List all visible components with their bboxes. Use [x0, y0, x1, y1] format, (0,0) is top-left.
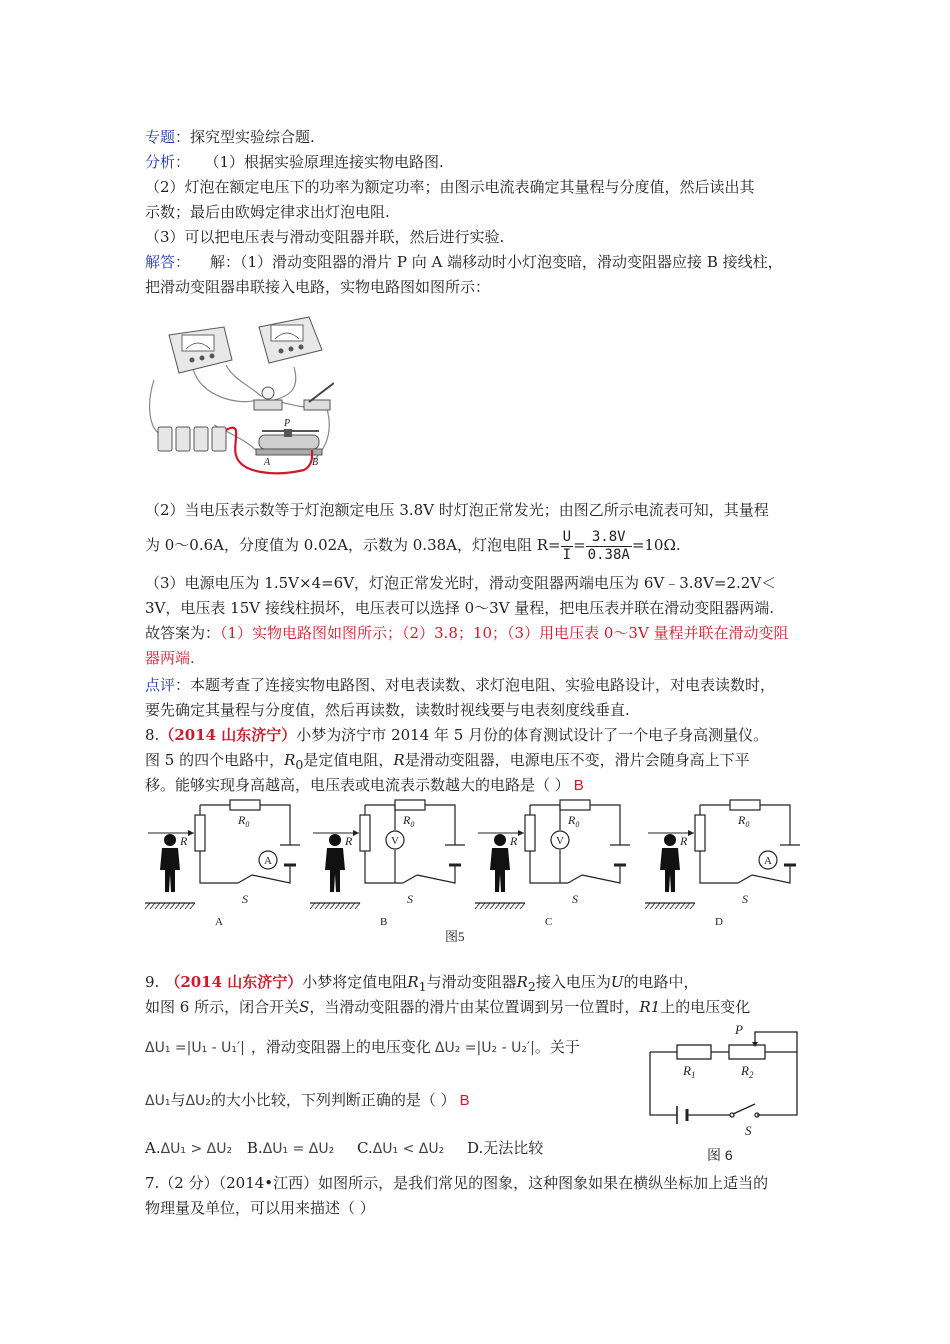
q8-answer: B — [573, 777, 584, 794]
q8-circuit-label: A — [215, 916, 223, 928]
fig6-r2-label: $R_2$ — [741, 1063, 754, 1080]
figure-6-circuit — [645, 1020, 805, 1165]
answer-line-1 — [145, 623, 789, 643]
q9-answer: B — [459, 1092, 470, 1109]
q9-line-1: 9. （2014 山东济宁）小梦将定值电阻$R_1$与滑动变阻器$R_2$接入电压为U的电路中， — [145, 973, 699, 994]
q8-s-label: S — [572, 892, 578, 906]
q8-meter-label: V — [391, 835, 399, 847]
solution-p3a: （3）电源电压为 1.5V×4=6V，灯泡正常发光时，滑动变阻器两端电压为 6V﹣3.8V=2.2V＜ — [145, 574, 777, 592]
q8-line-1 — [145, 725, 768, 745]
answer-prefix: 故答案为： — [145, 624, 221, 642]
fig6-caption: 图 6 — [707, 1147, 733, 1163]
fraction-u-over-i: $\frac{U}{I}$ — [562, 528, 572, 563]
q8-line-3: 移。能够实现身高越高，电压表或电流表示数越大的电路是（ ） B — [145, 776, 584, 794]
q9-eq1: ΔU₁ =|U₁ - U₁′| — [145, 1040, 245, 1056]
solution-p2b-post: =10Ω. — [631, 536, 681, 554]
q8-circuit-label: D — [715, 916, 723, 928]
q8-caption: 图5 — [445, 929, 465, 944]
q9-eq2: ΔU₂ =|U₂ - U₂′| — [434, 1040, 535, 1056]
fig6-s-label: S — [745, 1123, 752, 1138]
q8-r-label: R — [180, 834, 188, 848]
analysis-p2b: 示数；最后由欧姆定律求出灯泡电阻. — [145, 203, 390, 221]
answer-text-b: 器两端. — [145, 649, 195, 667]
solution-p1a: 解：（1）滑动变阻器的滑片 P 向 A 端移动时小灯泡变暗，滑动变阻器应接 B 接线柱， — [210, 253, 783, 271]
solution-p2a: （2）当电压表示数等于灯泡额定电压 3.8V 时灯泡正常发光；由图乙所示电流表可知，其量程 — [145, 501, 769, 519]
q9-option-a: A.ΔU₁ > ΔU₂ — [145, 1139, 233, 1157]
solution-line-1 — [145, 252, 783, 272]
analysis-p2a: （2）灯泡在额定电压下的功率为额定功率；由图示电流表确定其量程与分度值，然后读出其 — [145, 178, 755, 196]
q8-r-label: R — [345, 834, 353, 848]
q8-r-label: R — [510, 834, 518, 848]
q8-circuit-label: C — [545, 916, 553, 928]
q9-option-d: D.无法比较 — [467, 1139, 544, 1157]
q8-r0-label: $R_0$ — [738, 813, 750, 829]
q8-r0-label: $R_0$ — [568, 813, 580, 829]
q8-circuit-a — [145, 800, 300, 928]
comment-b: 要先确定其量程与分度值，然后再读数，读数时视线要与电表刻度线垂直. — [145, 701, 630, 719]
q8-meter-label: A — [764, 855, 772, 867]
q8-line-2: 图 5 的四个电路中，$R_0$是定值电阻，R是滑动变阻器，电源电压不变，滑片会随身高上下平 — [145, 751, 750, 772]
q9-option-c: C.ΔU₁ < ΔU₂ — [357, 1139, 445, 1157]
q7-line-1: 7.（2 分）（2014•江西）如图所示，是我们常见的图象，这种图象如果在横纵坐标加上适当的 — [145, 1174, 769, 1192]
q8-circuit-d — [645, 800, 800, 928]
analysis-p3: （3）可以把电压表与滑动变阻器并联，然后进行实验. — [145, 228, 505, 246]
analysis-p1: （1）根据实验原理连接实物电路图. — [212, 153, 444, 171]
comment-label: 点评 — [145, 676, 176, 694]
q9-source: （2014 山东济宁） — [165, 973, 303, 991]
q8-source: （2014 山东济宁） — [159, 726, 297, 744]
q7-line-2: 物理量及单位，可以用来描述（ ） — [145, 1199, 375, 1217]
fig6-p-label: P — [735, 1022, 743, 1037]
q8-meter-label: V — [556, 835, 564, 847]
solution-p1b: 把滑动变阻器串联接入电路，实物电路图如图所示： — [145, 278, 491, 296]
physical-circuit-figure — [144, 305, 334, 485]
q9-options — [145, 1138, 543, 1159]
q8-s-label: S — [742, 892, 748, 906]
comment-line-1 — [145, 675, 775, 695]
q9-line-3: ΔU₁ =|U₁ - U₁′| ，滑动变阻器上的电压变化 ΔU₂ =|U₂ - U₂′|。关于 — [145, 1038, 580, 1056]
analysis-line-1 — [145, 152, 444, 172]
topic-label: 专题 — [145, 128, 176, 146]
q8-meter-label: A — [264, 855, 272, 867]
analysis-label: 分析： — [145, 153, 191, 171]
q8-circuits-figure — [140, 795, 805, 945]
q8-number: 8. — [145, 726, 160, 744]
solution-p3b: 3V，电压表 15V 接线柱损坏，电压表可以选择 0～3V 量程，把电压表并联在滑动变阻器两端. — [145, 599, 775, 617]
q9-line-2: 如图 6 所示，闭合开关S，当滑动变阻器的滑片由某位置调到另一位置时，R1上的电压变化 — [145, 998, 751, 1016]
slider-p-label: P — [284, 418, 291, 429]
q8-r-label: R — [680, 834, 688, 848]
q8-line1-text: 小梦为济宁市 2014 年 5 月份的体育测试设计了一个电子身高测量仪。 — [296, 726, 769, 744]
q9-line-4: ΔU₁与ΔU₂的大小比较，下列判断正确的是（ ） B — [145, 1091, 470, 1109]
end-b-label: B — [312, 457, 319, 468]
fig6-r1-label: $R_1$ — [683, 1063, 696, 1080]
comment-a: ：本题考查了连接实物电路图、对电表读数、求灯泡电阻、实验电路设计，对电表读数时， — [175, 676, 776, 694]
q8-circuit-b — [310, 800, 465, 928]
q8-r0-label: $R_0$ — [403, 813, 415, 829]
q9-option-b: B.ΔU₁ = ΔU₂ — [246, 1139, 335, 1157]
answer-text-a: （1）实物电路图如图所示；（2）3.8；10；（3）用电压表 0～3V 量程并联在滑动变阻 — [220, 624, 789, 642]
solution-p2b: 为 0～0.6A，分度值为 0.02A，示数为 0.38A，灯泡电阻 R= $\frac{U}{I}$ = $\frac{3.8V}{0.38A}$ =10Ω. — [145, 528, 681, 563]
q8-s-label: S — [242, 892, 248, 906]
q8-circuit-label: B — [380, 916, 388, 928]
solution-p2b-pre: 为 0～0.6A，分度值为 0.02A，示数为 0.38A，灯泡电阻 R= — [145, 536, 561, 554]
end-a-label: A — [264, 457, 271, 468]
fraction-values: $\frac{3.8V}{0.38A}$ — [587, 528, 630, 563]
topic-text: ：探究型实验综合题. — [175, 128, 315, 146]
q8-r0-label: $R_0$ — [238, 813, 250, 829]
q8-circuit-c — [475, 800, 630, 928]
solution-label: 解答： — [145, 253, 191, 271]
q8-s-label: S — [407, 892, 413, 906]
topic-line — [145, 127, 315, 147]
